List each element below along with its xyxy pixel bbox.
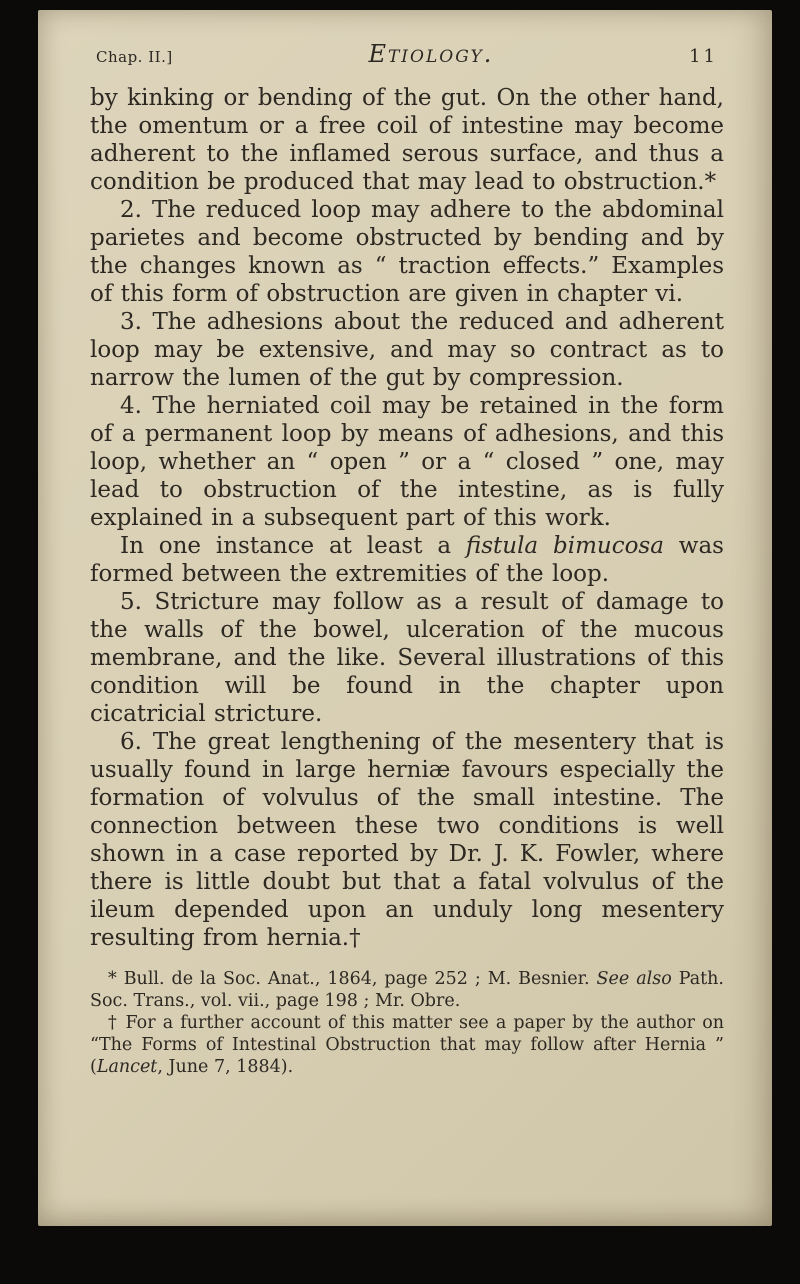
paragraph: 3. The adhesions about the reduced and adherent loop may be extensive, and may so contract as to narrow the lumen of the gut by compression.	[90, 309, 724, 391]
body-text	[90, 84, 724, 952]
paragraph: 5. Stricture may follow as a result of damage to the walls of the bowel, ulceration of the mucous membrane, and the like. Several illustrations of this condition will be found in the chapter upon cicatricial stricture.	[90, 589, 724, 727]
chapter-label: Chap. II.]	[96, 48, 173, 66]
paragraph: 2. The reduced loop may adhere to the abdominal parietes and become obstructed by bending and by the changes known as “ traction effects.” Examples of this form of obstruction are given in chapter vi.	[90, 197, 724, 307]
paragraph: by kinking or bending of the gut. On the other hand, the omentum or a free coil of intestine may become adherent to the inflamed serous surface, and thus a condition be produced that may lead to obstruction.*	[90, 85, 724, 195]
page-number: 11	[689, 46, 718, 67]
footnotes	[90, 968, 724, 1078]
book-page	[38, 10, 772, 1226]
page-header	[90, 40, 724, 68]
paragraph: 6. The great lengthening of the mesentery that is usually found in large herniæ favours especially the formation of volvulus of the small intestine. The connection between these two conditions is well shown in a case reported by Dr. J. K. Fowler, where there is little doubt but that a fatal volvulus of the ileum depended upon an unduly long mesentery resulting from hernia.†	[90, 729, 724, 951]
paragraph: In one instance at least a fistula bimucosa was formed between the extremities of the loop.	[90, 533, 724, 587]
paragraph: 4. The herniated coil may be retained in the form of a permanent loop by means of adhesions, and this loop, whether an “ open ” or a “ closed ” one, may lead to obstruction of the intestine, as is fully explained in a subsequent part of this work.	[90, 393, 724, 531]
running-title: Etiology.	[368, 40, 494, 68]
footnote: * Bull. de la Soc. Anat., 1864, page 252 ; M. Besnier. See also Path. Soc. Trans., vol. vii., page 198 ; Mr. Obre.	[90, 969, 724, 1011]
footnote: † For a further account of this matter see a paper by the author on “The Forms of Intestinal Obstruction that may follow after Hernia ” (Lancet, June 7, 1884).	[90, 1013, 724, 1077]
